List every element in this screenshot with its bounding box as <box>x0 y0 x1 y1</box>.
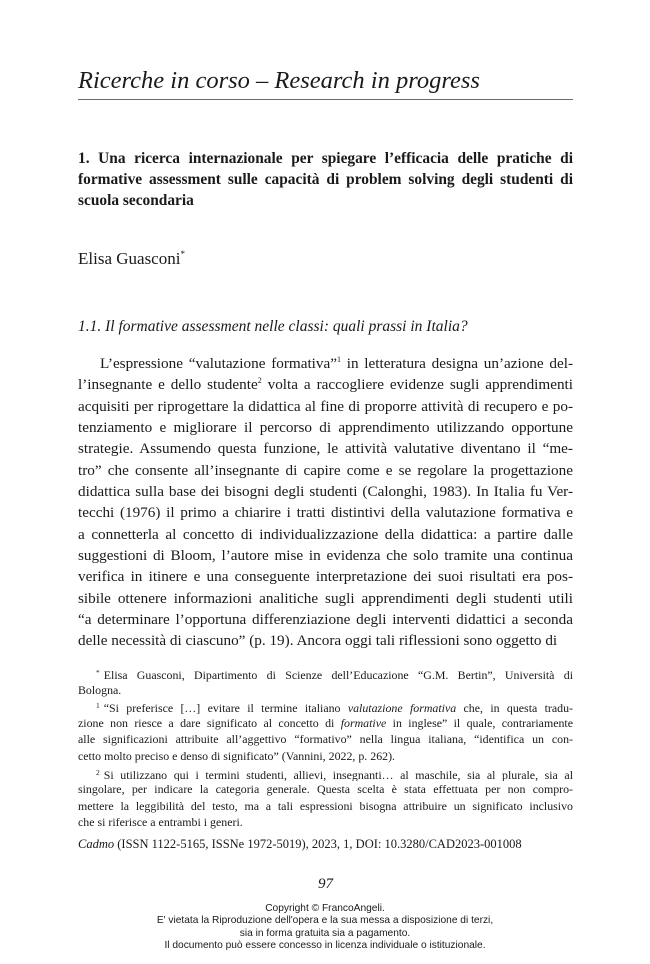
copyright-notice <box>0 903 650 952</box>
body-line: tenziamento e migliorare il percorso di apprendimento utilizzando opportune <box>78 419 573 437</box>
footnote-ref-2: 2 <box>257 376 262 386</box>
journal-details: (ISSN 1122-5165, ISSNe 1972-5019), 2023, 1, DOI: 10.3280/CAD2023-001008 <box>114 837 522 851</box>
body-line: tro” che consente all’insegnante di capire come e se regolare la progettazione <box>78 461 573 479</box>
body-line: acquisiti per riprogettare la didattica al fine di proporre attività di recupero e po- <box>78 397 573 415</box>
body-line: L’espressione “valutazione formativa”$^1$ in letteratura designa un’azione del- <box>100 355 573 372</box>
copyright-line: E' vietata la Riproduzione dell'opera e la sua messa a disposizione di terzi, <box>156 915 494 927</box>
footnote-star: * Elisa Guasconi, Dipartimento di Scienze dell’Educazione “G.M. Bertin”, Università di <box>96 668 573 682</box>
footnote-star-cont: Bologna. <box>78 682 122 697</box>
page-number: 97 <box>318 876 333 892</box>
author <box>78 243 185 270</box>
body-line: strategie. Assumendo questa funzione, le attività valutative diventano il “me- <box>78 440 573 458</box>
copyright-line: sia in forma gratuita sia a pagamento. <box>239 927 411 939</box>
body-line: a connetterla al concetto di individualizzazione della didattica: a partire dalle <box>78 525 573 543</box>
body-line: “a determinare l’opportuna differenziazione degli interventi didattici a seconda <box>78 611 573 629</box>
footnote-1: $^1$ “Si preferisce […] evitare il termine italiano valutazione formativa che, in questa tradu- <box>96 701 573 715</box>
footnote-ref-1: 1 <box>336 355 341 364</box>
footnote-1-cont: cetto molto preciso e denso di significato” (Vannini, 2022, p. 262). <box>78 748 396 763</box>
footnote-1-cont: zione non riesce a dare significato al concetto di formative in inglese” il quale, contrariamente <box>78 715 573 730</box>
subsection-title: 1.1. Il formative assessment nelle classi: quali prassi in Italia? <box>78 318 468 335</box>
footnote-1-cont: alle significazioni attribuite all’aggettivo “formativo” nella lingua italiana, “identifica un con- <box>78 732 573 747</box>
journal-citation <box>78 836 573 852</box>
body-line: delle necessità di ciascuno” (p. 19). Ancora oggi tali riflessioni sono oggetto di <box>78 632 558 650</box>
author-name: Elisa Guasconi <box>78 249 181 268</box>
footnote-2-cont: che si riferisce a entrambi i generi. <box>78 815 243 830</box>
footnote-2-cont: mettere la leggibilità del testo, ma a tali espressioni bisogna attribuire un significato inclusivo <box>78 798 573 813</box>
body-line: sibile ottenere informazioni analitiche sugli apprendimenti degli studenti utili <box>78 589 573 607</box>
footnote-2: $^2$ Si utilizzano qui i termini studenti, allievi, insegnanti… al maschile, sia al plurale, sia al <box>96 767 573 782</box>
article-title: 1. Una ricerca internazionale per spiegare l’efficacia delle pratiche di formative assessment sulle capacità di problem solving degli studenti di scuola secondaria <box>78 150 573 209</box>
copyright-line: Copyright © FrancoAngeli. <box>265 903 385 914</box>
body-line: didattica sulla base dei bisogni degli studenti (Calonghi, 1983). In Italia fu Ver- <box>78 483 573 501</box>
author-footnote-mark: * <box>180 249 185 259</box>
body-line: verifica in itinere e una conseguente interpretazione dei suoi risultati era pos- <box>78 568 573 586</box>
footnotes <box>78 665 573 831</box>
body-line: l’insegnante e dello studente$^2$ volta a raccogliere evidenze sugli apprendimenti <box>78 376 573 394</box>
body-line: suggestioni di Bloom, l’autore mise in evidenza che solo tramite una continua <box>78 547 573 565</box>
copyright-line: Il documento può essere concesso in licenza individuale o istituzionale. <box>164 939 486 951</box>
footnote-2-cont: singolare, per indicare la categoria generale. Questa scelta è stata effettuata per non compro- <box>78 782 573 797</box>
body-paragraph <box>78 353 573 652</box>
section-header: Ricerche in corso – Research in progress <box>78 66 573 100</box>
journal-name: Cadmo <box>78 837 115 851</box>
body-line: tecchi (1976) il primo a chiarire i tratti distintivi della valutazione formativa e <box>78 504 573 522</box>
